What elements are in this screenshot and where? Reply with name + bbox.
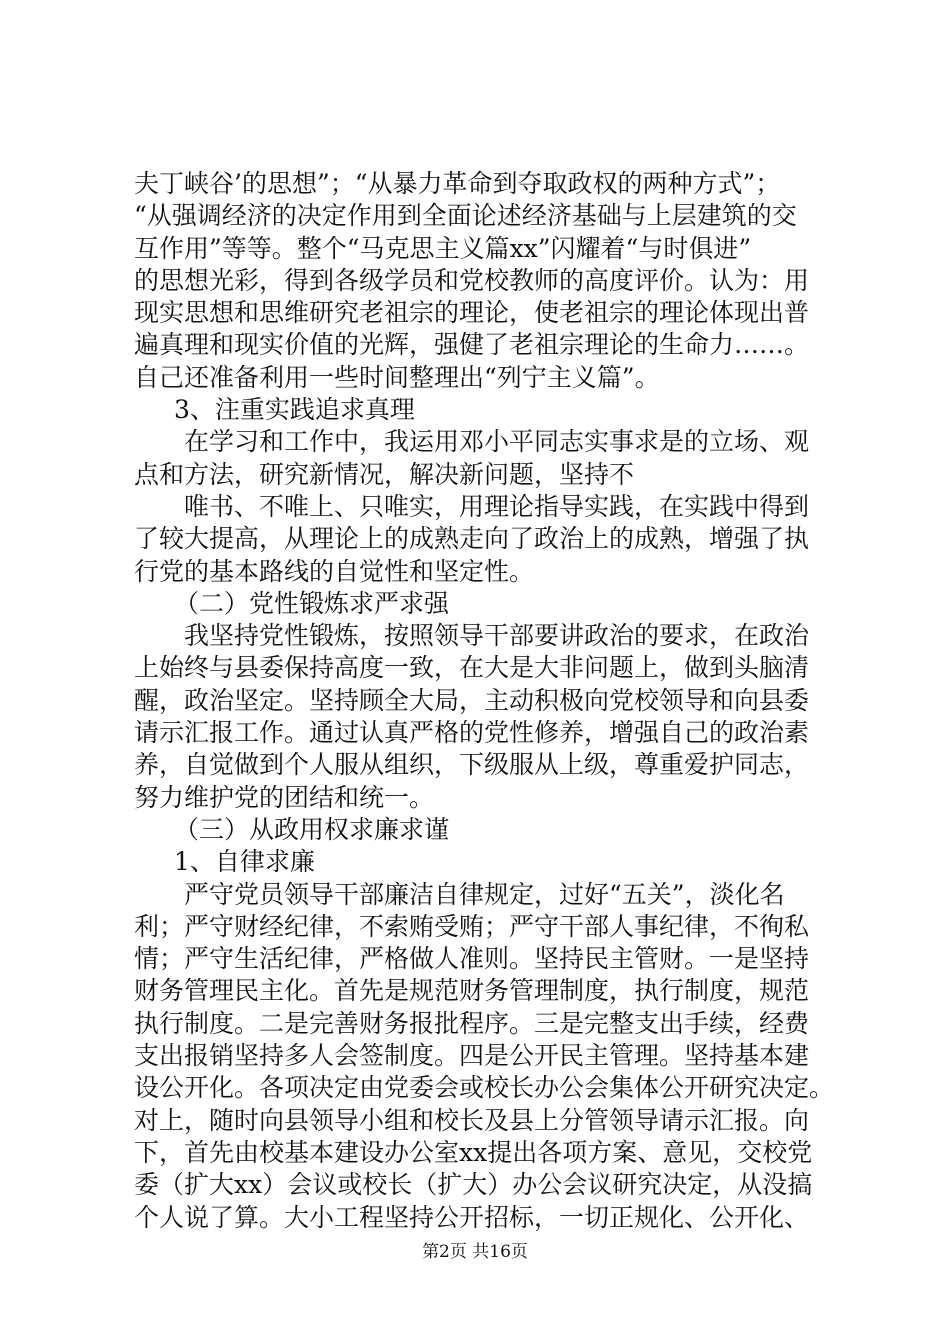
text-line-20: 努力维护党的团结和统一。 xyxy=(134,782,435,812)
text-line-18: 请示汇报工作。通过认真严格的党性修养，增强自己的政治素 xyxy=(134,718,810,748)
document-body xyxy=(134,168,854,1234)
text-line-6: 遍真理和现实价值的光辉，强健了老祖宗理论的生命力……。 xyxy=(134,330,810,360)
text-line-4: 的思想光彩，得到各级学员和党校教师的高度评价。认为：用 xyxy=(134,265,810,295)
text-line-9: 在学习和工作中，我运用邓小平同志实事求是的立场、观 xyxy=(184,427,810,457)
text-line-7: 自己还准备利用一些时间整理出“列宁主义篇”。 xyxy=(134,362,660,392)
text-line-3: 互作用”等等。整个“马克思主义篇xx”闪耀着“与时俱进” xyxy=(134,233,752,263)
text-line-28: 支出报销坚持多人会签制度。四是公开民主管理。坚持基本建 xyxy=(134,1041,810,1071)
section-heading-3: 3、注重实践追求真理 xyxy=(174,395,415,425)
text-line-26: 财务管理民主化。首先是规范财务管理制度，执行制度，规范 xyxy=(134,976,810,1006)
text-line-25: 情；严守生活纪律，严格做人准则。坚持民主管财。一是坚持 xyxy=(134,944,810,974)
text-line-17: 醒，政治坚定。坚持顾全大局，主动积极向党校领导和向县委 xyxy=(134,685,810,715)
page-number: 第2页 共16页 xyxy=(422,1242,528,1262)
text-line-5: 现实思想和思维研究老祖宗的理论，使老祖宗的理论体现出普 xyxy=(134,298,810,328)
text-line-15: 我坚持党性锻炼，按照领导干部要讲政治的要求，在政治 xyxy=(184,621,810,651)
text-line-13: 行党的基本路线的自觉性和坚定性。 xyxy=(134,556,535,586)
text-line-16: 上始终与县委保持高度一致，在大是大非问题上，做到头脑清 xyxy=(134,653,810,683)
text-line-29: 设公开化。各项决定由党委会或校长办公会集体公开研究决定。 xyxy=(134,1073,835,1103)
text-line-19: 养，自觉做到个人服从组织，下级服从上级，尊重爱护同志， xyxy=(134,750,810,780)
text-line-1: 夫丁峡谷’的思想”；“从暴力革命到夺取政权的两种方式”； xyxy=(134,169,781,198)
section-heading-2: （二）党性锻炼求严求强 xyxy=(174,588,450,618)
subsection-heading-1: 1、自律求廉 xyxy=(174,847,315,877)
text-line-23: 严守党员领导干部廉洁自律规定，过好“五关”，淡化名 xyxy=(184,879,785,909)
text-line-2: “从强调经济的决定作用到全面论述经济基础与上层建筑的交 xyxy=(134,201,797,231)
text-line-27: 执行制度。二是完善财务报批程序。三是完整支出手续，经费 xyxy=(134,1008,810,1038)
text-line-30: 对上，随时向县领导小组和校长及县上分管领导请示汇报。向 xyxy=(134,1105,810,1135)
text-line-12: 了较大提高，从理论上的成熟走向了政治上的成熟，增强了执 xyxy=(134,524,810,554)
text-line-32: 委（扩大xx）会议或校长（扩大）办公会议研究决定，从没搞 xyxy=(134,1170,813,1200)
section-heading-3b: （三）从政用权求廉求谨 xyxy=(174,814,450,844)
text-line-11: 唯书、不唯上、只唯实，用理论指导实践，在实践中得到 xyxy=(184,491,810,521)
text-line-31: 下，首先由校基本建设办公室xx提出各项方案、意见，交校党 xyxy=(134,1137,813,1167)
text-line-10: 点和方法，研究新情况，解决新问题，坚持不 xyxy=(134,459,635,489)
text-line-24: 利；严守财经纪律，不索贿受贿；严守干部人事纪律，不徇私 xyxy=(134,911,810,941)
text-line-33: 个人说了算。大小工程坚持公开招标，一切正规化、公开化、 xyxy=(134,1202,810,1232)
